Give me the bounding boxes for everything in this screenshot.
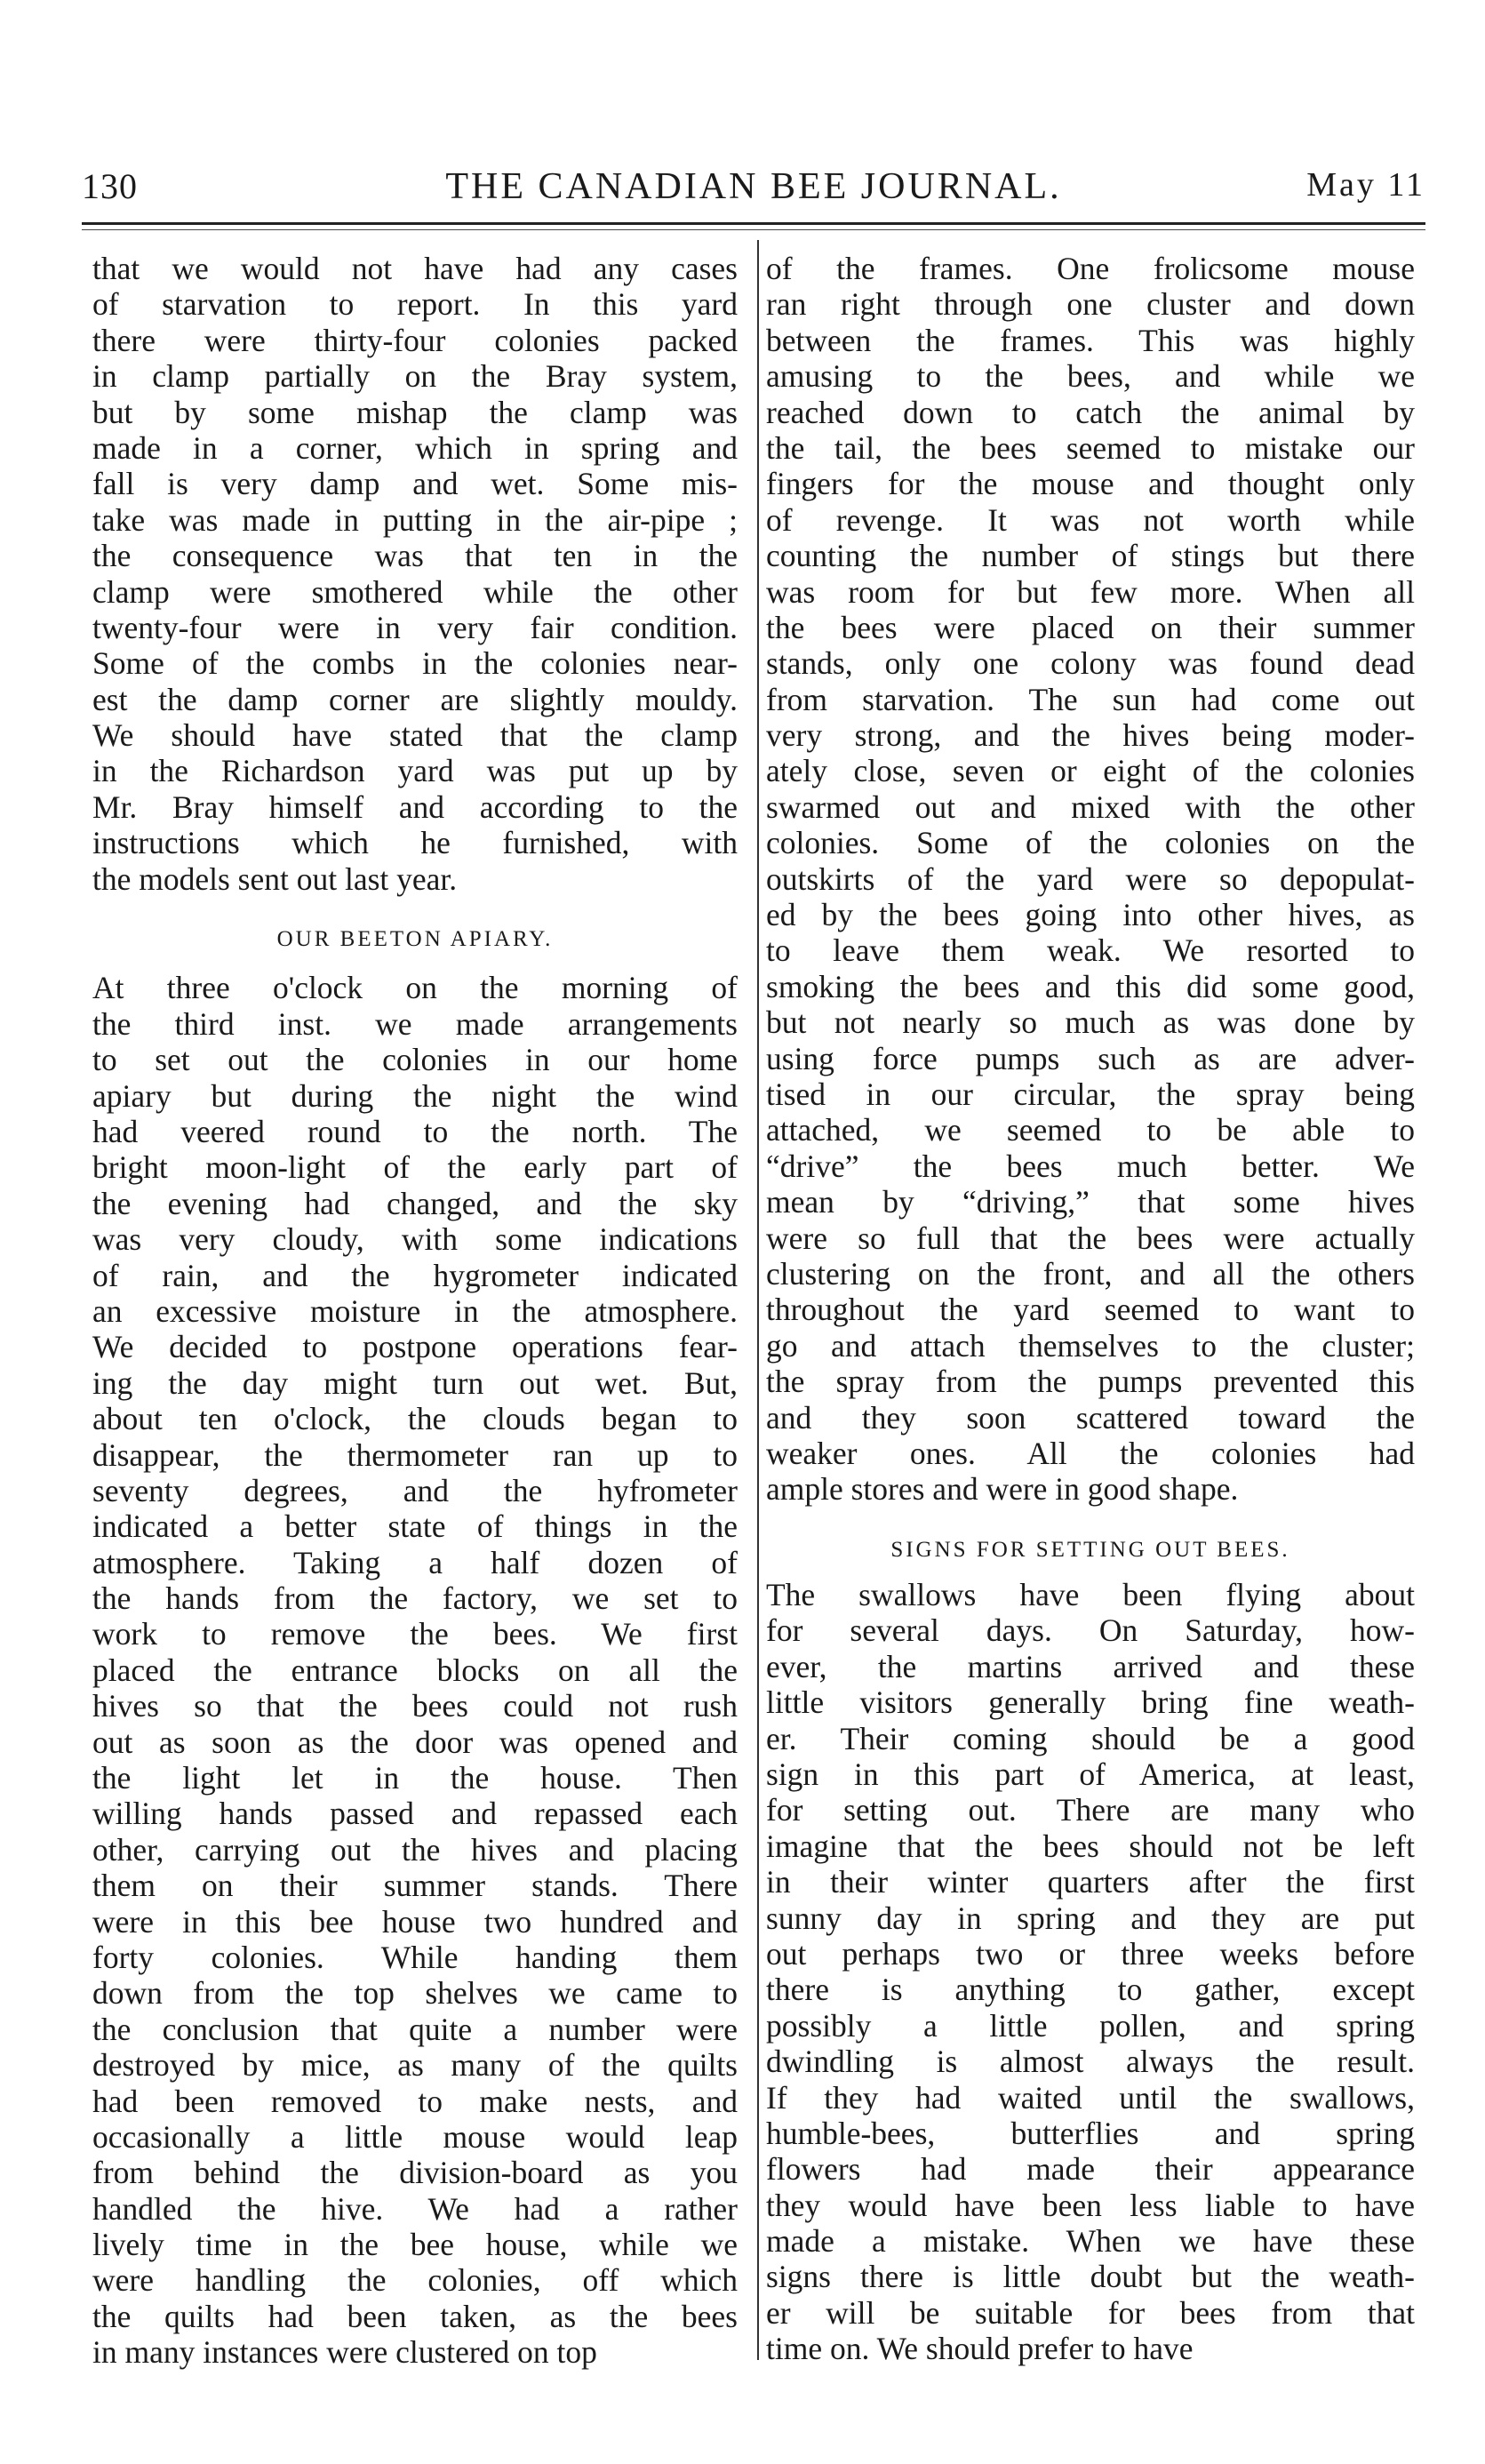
text-line: take was made in putting in the air-pipe ; (92, 501, 738, 538)
text-line: hives so that the bees could not rush (92, 1688, 738, 1724)
section-heading-beeton-apiary: OUR BEETON APIARY. (276, 927, 554, 952)
text-line: of revenge. It was not worth while (766, 501, 1415, 538)
text-line: er. Their coming should be a good (766, 1720, 1415, 1756)
text-line: was very cloudy, with some indications (92, 1221, 738, 1258)
beeton-apiary-paragraph (92, 970, 738, 2370)
text-line: signs there is little doubt but the weath- (766, 2259, 1415, 2295)
text-line: ever, the martins arrived and these (766, 1648, 1415, 1684)
text-line: in many instances were clustered on top (92, 2334, 597, 2371)
text-line: We decided to postpone operations fear- (92, 1329, 738, 1365)
text-line: were handling the colonies, off which (92, 2262, 738, 2299)
text-line: made a mistake. When we have these (766, 2223, 1415, 2260)
text-line: in clamp partially on the Bray system, (92, 358, 738, 395)
text-line: ed by the bees going into other hives, as (766, 897, 1415, 933)
header-rule (82, 222, 1425, 225)
text-line: fall is very damp and wet. Some mis- (92, 466, 738, 502)
text-line: seventy degrees, and the hyfrometer (92, 1472, 738, 1508)
text-line: clustering on the front, and all the others (766, 1255, 1415, 1292)
text-line: the tail, the bees seemed to mistake our (766, 429, 1415, 466)
text-line: smoking the bees and this did some good, (766, 968, 1415, 1004)
page-header (82, 165, 1425, 219)
text-line: to set out the colonies in our home (92, 1042, 738, 1078)
text-line: sunny day in spring and they are put (766, 1900, 1415, 1936)
text-line: handled the hive. We had a rather (92, 2190, 738, 2227)
text-line: for setting out. There are many who (766, 1792, 1415, 1828)
text-line: occasionally a little mouse would leap (92, 2118, 738, 2155)
text-line: est the damp corner are slightly mouldy. (92, 681, 738, 717)
text-line: time on. We should prefer to have (766, 2331, 1194, 2367)
text-line: the models sent out last year. (92, 860, 458, 897)
text-line: the spray from the pumps prevented this (766, 1364, 1415, 1400)
text-line: work to remove the bees. We first (92, 1616, 738, 1652)
text-line: ran right through one cluster and down (766, 286, 1415, 323)
column-divider (757, 240, 759, 2360)
text-line: forty colonies. While handing them (92, 1939, 738, 1975)
text-line: swarmed out and mixed with the other (766, 788, 1415, 825)
text-line: er will be suitable for bees from that (766, 2294, 1415, 2331)
right-column (766, 251, 1415, 2367)
text-line: twenty-four were in very fair condition. (92, 609, 738, 645)
text-line: sign in this part of America, at least, (766, 1756, 1415, 1793)
text-line: very strong, and the hives being moder- (766, 717, 1415, 754)
text-line: atmosphere. Taking a half dozen of (92, 1544, 738, 1580)
text-line: the quilts had been taken, as the bees (92, 2298, 738, 2334)
text-line: weaker ones. All the colonies had (766, 1435, 1415, 1471)
text-line: using force pumps such as are adver- (766, 1040, 1415, 1076)
text-line: little visitors generally bring fine weath- (766, 1684, 1415, 1721)
text-line: flowers had made their appearance (766, 2151, 1415, 2188)
text-line: out perhaps two or three weeks before (766, 1935, 1415, 1972)
text-line: bright moon-light of the early part of (92, 1149, 738, 1186)
text-line: attached, we seemed to be able to (766, 1112, 1415, 1148)
text-line: had been removed to make nests, and (92, 2083, 738, 2119)
text-line: had veered round to the north. The (92, 1113, 738, 1149)
text-line: destroyed by mice, as many of the quilts (92, 2047, 738, 2084)
text-line: The swallows have been flying about (766, 1577, 1415, 1613)
text-line: about ten o'clock, the clouds began to (92, 1401, 738, 1437)
text-line: colonies. Some of the colonies on the (766, 825, 1415, 861)
text-line: counting the number of stings but there (766, 538, 1415, 574)
text-line: there were thirty-four colonies packed (92, 322, 738, 358)
text-line: to leave them weak. We resorted to (766, 932, 1415, 969)
left-column (92, 251, 738, 2371)
text-line: mean by “driving,” that some hives (766, 1184, 1415, 1220)
header-rule-thin (82, 229, 1425, 230)
text-line: “drive” the bees much better. We (766, 1148, 1415, 1184)
text-line: from behind the division-board as you (92, 2155, 738, 2191)
text-line: stands, only one colony was found dead (766, 645, 1415, 682)
text-line: the third inst. we made arrangements (92, 1005, 738, 1042)
text-line: clamp were smothered while the other (92, 573, 738, 610)
text-line: but not nearly so much as was done by (766, 1004, 1415, 1041)
text-line: of starvation to report. In this yard (92, 286, 738, 323)
text-line: and they soon scattered toward the (766, 1399, 1415, 1436)
text-line: indicated a better state of things in the (92, 1508, 738, 1545)
text-line: of rain, and the hygrometer indicated (92, 1257, 738, 1293)
text-line: placed the entrance blocks on all the (92, 1652, 738, 1688)
text-line: in the Richardson yard was put up by (92, 753, 738, 789)
text-line: the consequence was that ten in the (92, 538, 738, 574)
text-line: reached down to catch the animal by (766, 394, 1415, 430)
text-line: an excessive moisture in the atmosphere. (92, 1292, 738, 1329)
text-line: go and attach themselves to the cluster; (766, 1327, 1415, 1364)
text-line: disappear, the thermometer ran up to (92, 1436, 738, 1473)
text-line: ing the day might turn out wet. But, (92, 1364, 738, 1401)
text-line: them on their summer stands. There (92, 1868, 738, 1904)
text-line: ample stores and were in good shape. (766, 1471, 1239, 1508)
text-line: the hands from the factory, we set to (92, 1580, 738, 1617)
text-line: At three o'clock on the morning of (92, 970, 738, 1006)
text-line: the light let in the house. Then (92, 1760, 738, 1796)
section-heading-signs: SIGNS FOR SETTING OUT BEES. (890, 1537, 1290, 1562)
text-line: imagine that the bees should not be left (766, 1828, 1415, 1864)
text-line: tised in our circular, the spray being (766, 1076, 1415, 1112)
text-line: were in this bee house two hundred and (92, 1903, 738, 1940)
text-line: We should have stated that the clamp (92, 717, 738, 754)
text-line: was room for but few more. When all (766, 573, 1415, 610)
text-line: willing hands passed and repassed each (92, 1796, 738, 1832)
text-line: the conclusion that quite a number were (92, 2011, 738, 2047)
issue-date: May 11 (1306, 166, 1425, 204)
text-line: there is anything to gather, except (766, 1972, 1415, 2008)
text-line: other, carrying out the hives and placing (92, 1831, 738, 1868)
text-line: If they had waited until the swallows, (766, 2079, 1415, 2116)
text-line: down from the top shelves we came to (92, 1975, 738, 2012)
text-line: fingers for the mouse and thought only (766, 466, 1415, 502)
text-line: in their winter quarters after the first (766, 1864, 1415, 1900)
starvation-paragraph (92, 251, 738, 897)
text-line: but by some mishap the clamp was (92, 394, 738, 430)
text-line: dwindling is almost always the result. (766, 2044, 1415, 2080)
text-line: apiary but during the night the wind (92, 1077, 738, 1114)
text-line: between the frames. This was highly (766, 322, 1415, 358)
text-line: they would have been less liable to have (766, 2187, 1415, 2223)
text-line: that we would not have had any cases (92, 251, 738, 286)
text-line: ately close, seven or eight of the colonies (766, 753, 1415, 789)
text-line: throughout the yard seemed to want to (766, 1292, 1415, 1328)
text-line: outskirts of the yard were so depopulat- (766, 860, 1415, 897)
text-line: made in a corner, which in spring and (92, 429, 738, 466)
journal-title: THE CANADIAN BEE JOURNAL. (445, 166, 1062, 207)
text-line: were so full that the bees were actually (766, 1220, 1415, 1256)
text-line: of the frames. One frolicsome mouse (766, 251, 1415, 286)
text-line: amusing to the bees, and while we (766, 358, 1415, 395)
text-line: from starvation. The sun had come out (766, 681, 1415, 717)
signs-paragraph (766, 1577, 1415, 2367)
text-line: out as soon as the door was opened and (92, 1724, 738, 1760)
text-line: Mr. Bray himself and according to the (92, 788, 738, 825)
text-line: humble-bees, butterflies and spring (766, 2115, 1415, 2151)
frames-paragraph (766, 251, 1415, 1508)
page-number: 130 (82, 166, 138, 206)
text-line: possibly a little pollen, and spring (766, 2007, 1415, 2044)
text-line: for several days. On Saturday, how- (766, 1612, 1415, 1649)
text-line: the evening had changed, and the sky (92, 1185, 738, 1221)
text-line: instructions which he furnished, with (92, 825, 738, 861)
text-line: Some of the combs in the colonies near- (92, 645, 738, 682)
text-line: lively time in the bee house, while we (92, 2227, 738, 2263)
text-line: the bees were placed on their summer (766, 609, 1415, 645)
